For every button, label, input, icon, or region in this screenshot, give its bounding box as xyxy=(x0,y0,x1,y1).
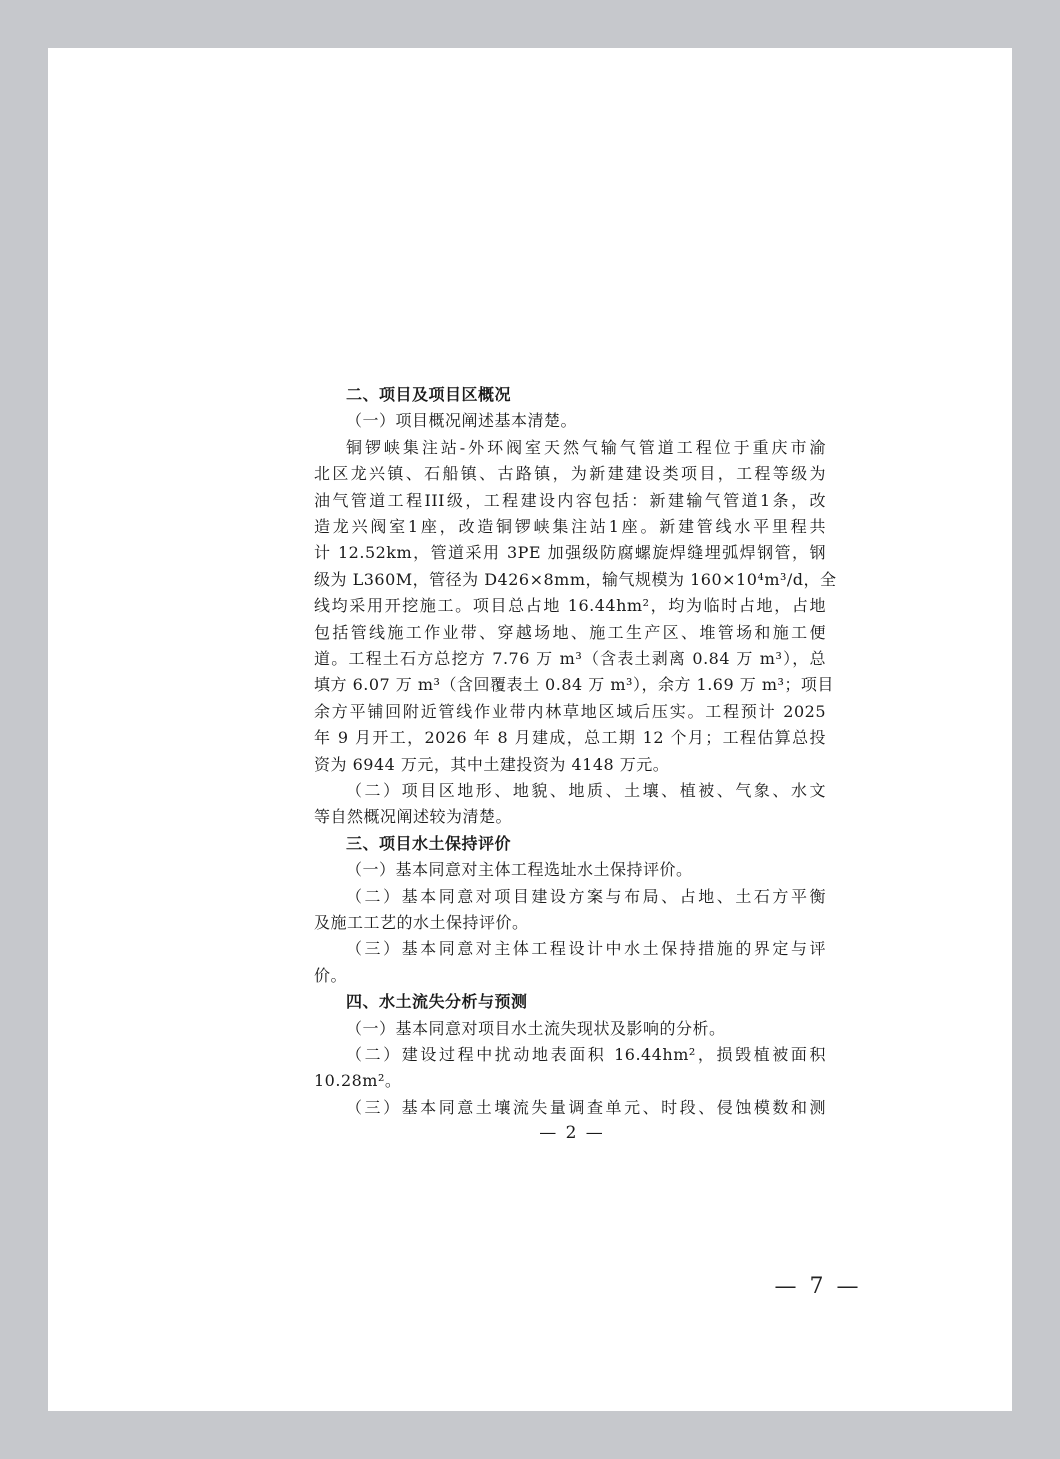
paragraph-line: （二）基本同意对项目建设方案与布局、占地、土石方平衡 xyxy=(346,886,826,906)
paragraph-line: （一）基本同意对项目水土流失现状及影响的分析。 xyxy=(346,1018,726,1038)
paragraph-line: 道。工程土石方总挖方 7.76 万 m³（含表土剥离 0.84 万 m³），总 xyxy=(314,649,826,668)
paragraph-line: 等自然概况阐述较为清楚。 xyxy=(314,807,513,827)
paragraph-line: （一）基本同意对主体工程选址水土保持评价。 xyxy=(346,860,693,880)
paragraph-line: （二）建设过程中扰动地表面积 16.44hm²，损毁植被面积 xyxy=(346,1045,826,1064)
paragraph-line: （一）项目概况阐述基本清楚。 xyxy=(346,411,578,431)
page-number: — 7 — xyxy=(774,1274,862,1299)
paragraph-line: 填方 6.07 万 m³（含回覆表土 0.84 万 m³），余方 1.69 万 m³；项目 xyxy=(314,675,834,695)
section-heading: 四、水土流失分析与预测 xyxy=(346,992,528,1012)
paragraph-line: 油气管道工程III级，工程建设内容包括：新建输气管道1条，改 xyxy=(314,490,826,510)
paragraph-line: （三）基本同意对主体工程设计中水土保持措施的界定与评 xyxy=(346,939,826,959)
paragraph-line: 计 12.52km，管道采用 3PE 加强级防腐螺旋焊缝埋弧焊钢管，钢 xyxy=(314,543,826,563)
paragraph-line: 价。 xyxy=(314,965,348,985)
paragraph-line: 余方平铺回附近管线作业带内林草地区域后压实。工程预计 2025 xyxy=(314,701,826,721)
inner-page-number: — 2 — xyxy=(539,1123,605,1144)
section-heading: 三、项目水土保持评价 xyxy=(346,833,512,853)
paragraph-line: 资为 6944 万元，其中土建投资为 4148 万元。 xyxy=(314,754,670,774)
paragraph-line: 造龙兴阀室1座，改造铜锣峡集注站1座。新建管线水平里程共 xyxy=(314,517,826,536)
paragraph-line: （二）项目区地形、地貌、地质、土壤、植被、气象、水文 xyxy=(346,781,826,800)
document-page xyxy=(48,48,1012,1411)
paragraph-line: 铜锣峡集注站-外环阀室天然气输气管道工程位于重庆市渝 xyxy=(346,437,826,457)
paragraph-line: 10.28m²。 xyxy=(314,1071,402,1091)
paragraph-line: 年 9 月开工，2026 年 8 月建成，总工期 12 个月；工程估算总投 xyxy=(314,728,826,748)
paragraph-line: 线均采用开挖施工。项目总占地 16.44hm²，均为临时占地，占地 xyxy=(314,596,826,616)
paragraph-line: 北区龙兴镇、石船镇、古路镇，为新建建设类项目，工程等级为 xyxy=(314,464,826,484)
paragraph-line: 及施工工艺的水土保持评价。 xyxy=(314,913,529,932)
paragraph-line: 包括管线施工作业带、穿越场地、施工生产区、堆管场和施工便 xyxy=(314,622,826,642)
section-heading: 二、项目及项目区概况 xyxy=(346,385,512,404)
paragraph-line: 级为 L360M，管径为 D426×8mm，输气规模为 160×10⁴m³/d，全 xyxy=(314,569,837,589)
paragraph-line: （三）基本同意土壤流失量调查单元、时段、侵蚀模数和测 xyxy=(346,1097,826,1117)
